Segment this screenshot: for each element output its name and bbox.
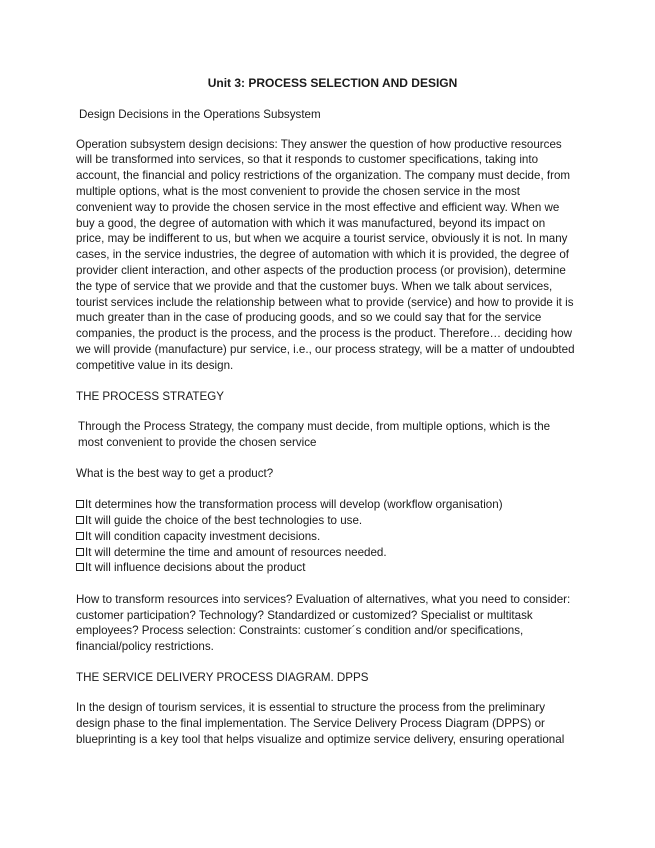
checkbox-bullet-icon — [76, 563, 84, 571]
list-item: It will determine the time and amount of resources needed. — [76, 545, 575, 561]
document-title: Unit 3: PROCESS SELECTION AND DESIGN — [207, 76, 458, 90]
bullet-list — [76, 497, 575, 576]
intro-paragraph: Operation subsystem design decisions: They answer the question of how productive resources will be transformed into services, so that it responds to customer specifications, taking into account, the financial and policy restrictions of the organization. The company must decide, from multiple options, what is the most convenient to provide the chosen service in the most convenient way to provide the chosen service in the most effective and efficient way. When we buy a good, the degree of automation with which it was manufactured, beyond its impact on price, may be indifferent to us, but when we acquire a tourist service, obviously it is not. In many cases, in the service industries, the degree of automation with which it is provided, the degree of provider client interaction, and other aspects of the production process (or provision), determine the type of service that we provide and that the customer buys. When we talk about services, tourist services include the relationship between what to provide (service) and how to provide it is much greater than in the case of producing goods, and so we could say that for the service companies, the product is the process, and the process is the product. Therefore… deciding how we will provide (manufacture) pur service, i.e., our process strategy, will be a matter of undoubted competitive value in its design. — [76, 137, 575, 372]
section-heading-process-strategy: THE PROCESS STRATEGY — [76, 390, 224, 404]
list-item: It will condition capacity investment decisions. — [76, 529, 575, 545]
checkbox-bullet-icon — [76, 532, 84, 540]
list-item: It will influence decisions about the product — [76, 560, 575, 576]
dpps-paragraph: In the design of tourism services, it is essential to structure the process from the preliminary design phase to the final implementation. The Service Delivery Process Diagram (DPPS) or blueprinting is a key tool that helps visualize and optimize service delivery, ensuring operational — [76, 701, 565, 746]
list-item: It determines how the transformation process will develop (workflow organisation) — [76, 497, 575, 513]
checkbox-bullet-icon — [76, 548, 84, 556]
subheading: Design Decisions in the Operations Subsystem — [79, 107, 321, 121]
checkbox-bullet-icon — [76, 500, 84, 508]
checkbox-bullet-icon — [76, 516, 84, 524]
process-strategy-paragraph: Through the Process Strategy, the company must decide, from multiple options, which is the most convenient to provide the chosen service — [78, 419, 551, 449]
section-heading-dpps: THE SERVICE DELIVERY PROCESS DIAGRAM. DPPS — [76, 671, 369, 685]
list-item: It will guide the choice of the best technologies to use. — [76, 513, 575, 529]
transform-paragraph: How to transform resources into services? Evaluation of alternatives, what you need to consider: customer participation? Technology? Standardized or customized? Specialist or multitask employees? Process selection: Constraints: customer´s condition and/or specifications, financial/policy restrictions. — [76, 592, 571, 654]
question-text: What is the best way to get a product? — [76, 466, 274, 480]
